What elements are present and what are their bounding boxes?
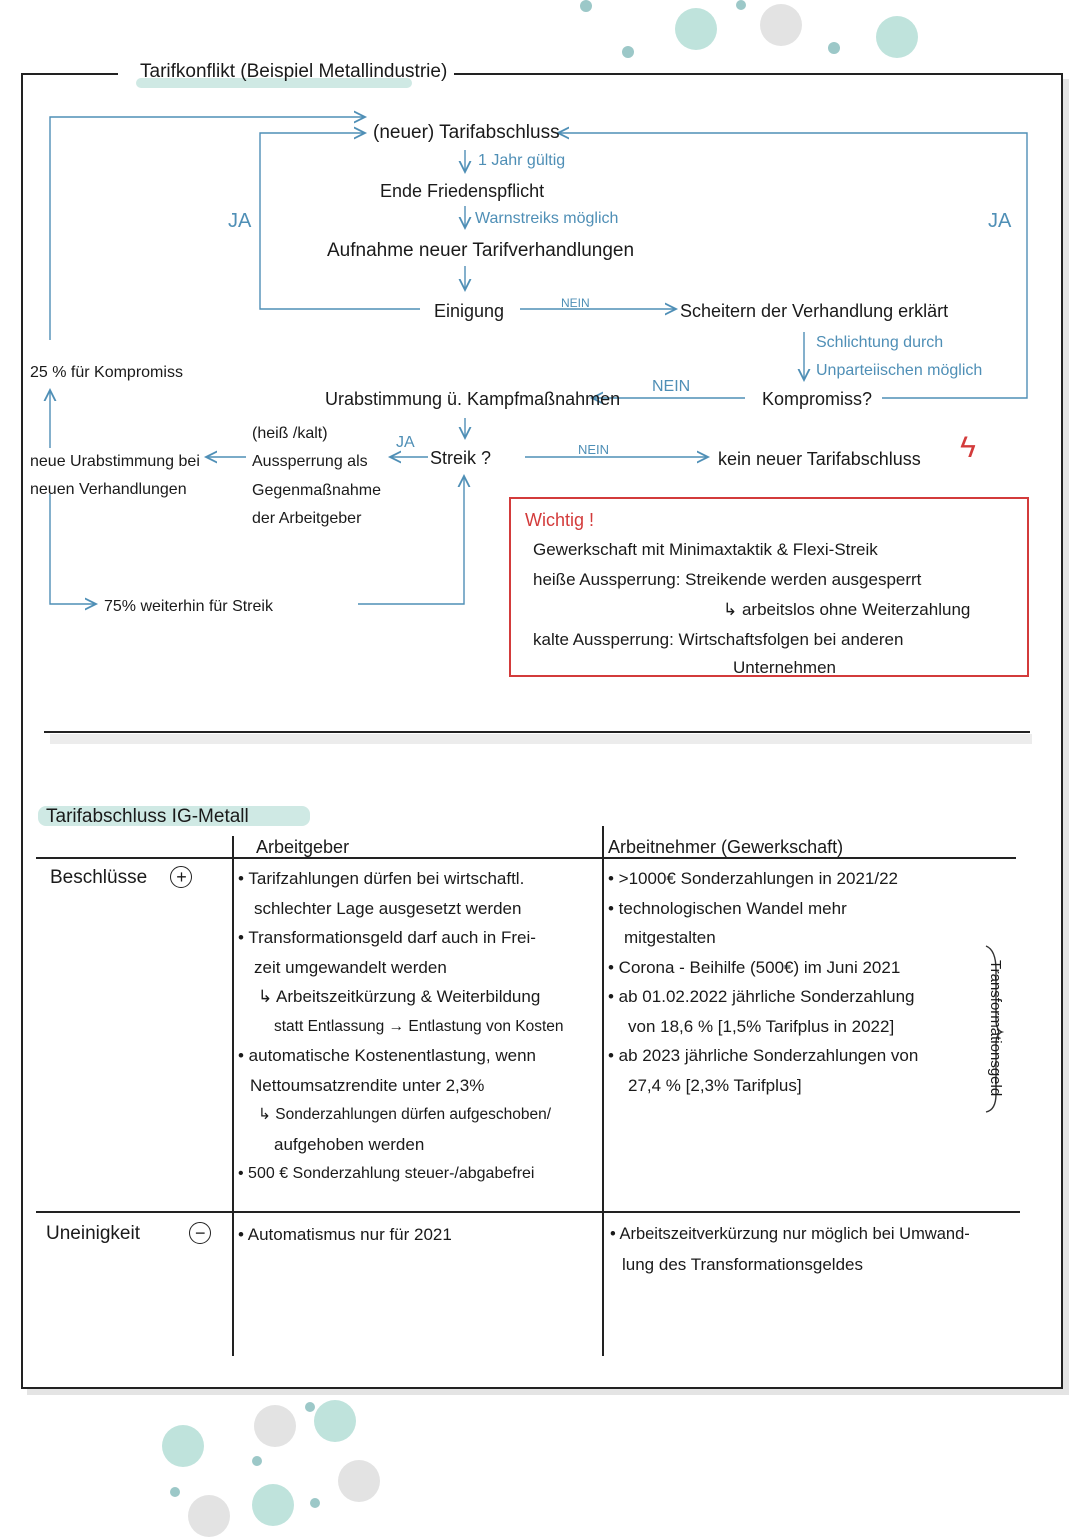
wichtig-item: Gewerkschaft mit Minimaxtaktik & Flexi-Streik	[533, 540, 878, 559]
row-label-uneinigkeit	[46, 1222, 211, 1245]
node-streik: Streik ?	[430, 448, 492, 468]
list-item: • Arbeitszeitverkürzung nur möglich bei Umwand-	[610, 1225, 970, 1243]
list-item: schlechter Lage ausgesetzt werden	[254, 898, 522, 918]
label-nein-kompromiss: NEIN	[652, 378, 691, 395]
label-ja-streik: JA	[396, 434, 415, 451]
aussperrung-line-4: der Arbeitgeber	[252, 510, 362, 527]
row-label-beschluesse	[50, 866, 192, 889]
wichtig-item: kalte Aussperrung: Wirtschaftsfolgen bei anderen	[533, 630, 904, 649]
lightning-icon: ϟ	[960, 431, 976, 464]
cell-employer-beschluesse	[238, 864, 600, 1189]
aussperrung-line-3: Gegenmaßnahme	[252, 482, 381, 499]
list-item: • technologischen Wandel mehr	[608, 898, 847, 918]
label-nein-einigung: NEIN	[561, 296, 590, 310]
list-item: statt Entlassung → Entlastung von Kosten	[274, 1017, 564, 1035]
table-row-line	[36, 1211, 1020, 1213]
list-item: • Corona - Beihilfe (500€) im Juni 2021	[608, 957, 901, 977]
node-urabstimmung: Urabstimmung ü. Kampfmaßnahmen	[325, 389, 621, 409]
plus-icon: +	[170, 866, 192, 888]
decor-dot	[252, 1484, 294, 1526]
table-col-line-1	[232, 836, 234, 1356]
decor-dot	[188, 1495, 230, 1537]
node-ende-friedenspflicht: Ende Friedenspflicht	[380, 181, 545, 201]
list-item: • automatische Kostenentlastung, wenn	[238, 1046, 536, 1065]
wichtig-heading: Wichtig !	[525, 510, 595, 530]
decor-dot	[305, 1402, 315, 1412]
list-item: ↳ Arbeitszeitkürzung & Weiterbildung	[258, 987, 541, 1006]
table-header-line	[36, 857, 1016, 859]
note-gueltig: 1 Jahr gültig	[478, 152, 566, 169]
row-label-beschluesse-text: Beschlüsse	[50, 867, 148, 888]
cell-employee-beschluesse	[608, 864, 992, 1100]
note-schlichtung-2: Unparteiischen möglich	[816, 362, 983, 379]
page-title: Tarifkonflikt (Beispiel Metallindustrie)	[140, 61, 448, 82]
aussperrung-line-2: Aussperrung als	[252, 453, 368, 470]
list-item: 27,4 % [2,3% Tarifplus]	[628, 1075, 802, 1095]
col-header-arbeitnehmer: Arbeitnehmer (Gewerkschaft)	[608, 837, 844, 857]
note-schlichtung-1: Schlichtung durch	[816, 334, 944, 351]
list-item: Nettoumsatzrendite unter 2,3%	[250, 1075, 485, 1095]
aussperrung-line-1: (heiß /kalt)	[252, 425, 328, 442]
list-item: • ab 01.02.2022 jährliche Sonderzahlung	[608, 987, 915, 1006]
decor-dot	[170, 1487, 180, 1497]
list-item: lung des Transformationsgeldes	[622, 1254, 863, 1274]
node-kompromiss: Kompromiss?	[762, 389, 873, 409]
list-item: • ab 2023 jährliche Sonderzahlungen von	[608, 1046, 919, 1065]
divider-shadow	[50, 734, 1032, 744]
list-item: • >1000€ Sonderzahlungen in 2021/22	[608, 869, 899, 888]
pct-25-kompromiss: 25 % für Kompromiss	[30, 364, 183, 381]
section-divider	[44, 731, 1030, 733]
node-scheitern: Scheitern der Verhandlung erklärt	[680, 301, 949, 321]
label-nein-streik: NEIN	[578, 442, 610, 457]
list-item: zeit umgewandelt werden	[254, 957, 447, 977]
wichtig-box	[509, 497, 1029, 677]
node-aufnahme: Aufnahme neuer Tarifverhandlungen	[327, 240, 635, 261]
table-col-line-2	[602, 826, 604, 1356]
list-item: • Automatismus nur für 2021	[238, 1225, 452, 1244]
node-kein-tarifabschluss: kein neuer Tarifabschluss	[718, 449, 921, 469]
list-item: von 18,6 % [1,5% Tarifplus in 2022]	[628, 1016, 895, 1036]
decor-dot	[162, 1425, 204, 1467]
note-warnstreiks: Warnstreiks möglich	[475, 210, 619, 227]
node-einigung: Einigung	[434, 301, 505, 321]
wichtig-item: heiße Aussperrung: Streikende werden ausgesperrt	[533, 570, 922, 589]
list-item: mitgestalten	[624, 928, 716, 947]
minus-icon: −	[189, 1222, 211, 1244]
node-tarifabschluss: (neuer) Tarifabschluss	[373, 122, 560, 143]
col-header-arbeitgeber: Arbeitgeber	[256, 837, 350, 857]
list-item: aufgehoben werden	[274, 1134, 425, 1154]
row-label-uneinigkeit-text: Uneinigkeit	[46, 1223, 140, 1244]
wichtig-item: ↳ arbeitslos ohne Weiterzahlung	[723, 600, 971, 619]
label-ja-right: JA	[988, 210, 1012, 232]
neue-urabstimmung-1: neue Urabstimmung bei	[30, 453, 200, 470]
cell-employee-uneinigkeit	[610, 1220, 1020, 1279]
cell-employer-uneinigkeit	[238, 1220, 600, 1250]
decor-dot	[254, 1405, 296, 1447]
table-title: Tarifabschluss IG-Metall	[46, 806, 249, 827]
side-note-transformationsgeld: Transformationsgeld	[987, 960, 1004, 1097]
list-item: • 500 € Sonderzahlung steuer-/abgabefrei	[238, 1165, 535, 1182]
pct-75-streik: 75% weiterhin für Streik	[104, 598, 273, 615]
decor-dot	[310, 1498, 320, 1508]
list-item: ↳ Sonderzahlungen dürfen aufgeschoben/	[258, 1106, 552, 1123]
list-item: • Transformationsgeld darf auch in Frei-	[238, 928, 536, 947]
wichtig-item: Unternehmen	[733, 658, 837, 677]
decor-dot	[314, 1400, 356, 1442]
decor-dot	[252, 1456, 262, 1466]
list-item: • Tarifzahlungen dürfen bei wirtschaftl.	[238, 869, 525, 888]
decor-dot	[338, 1460, 380, 1502]
label-ja-left: JA	[228, 210, 252, 232]
neue-urabstimmung-2: neuen Verhandlungen	[30, 481, 187, 498]
